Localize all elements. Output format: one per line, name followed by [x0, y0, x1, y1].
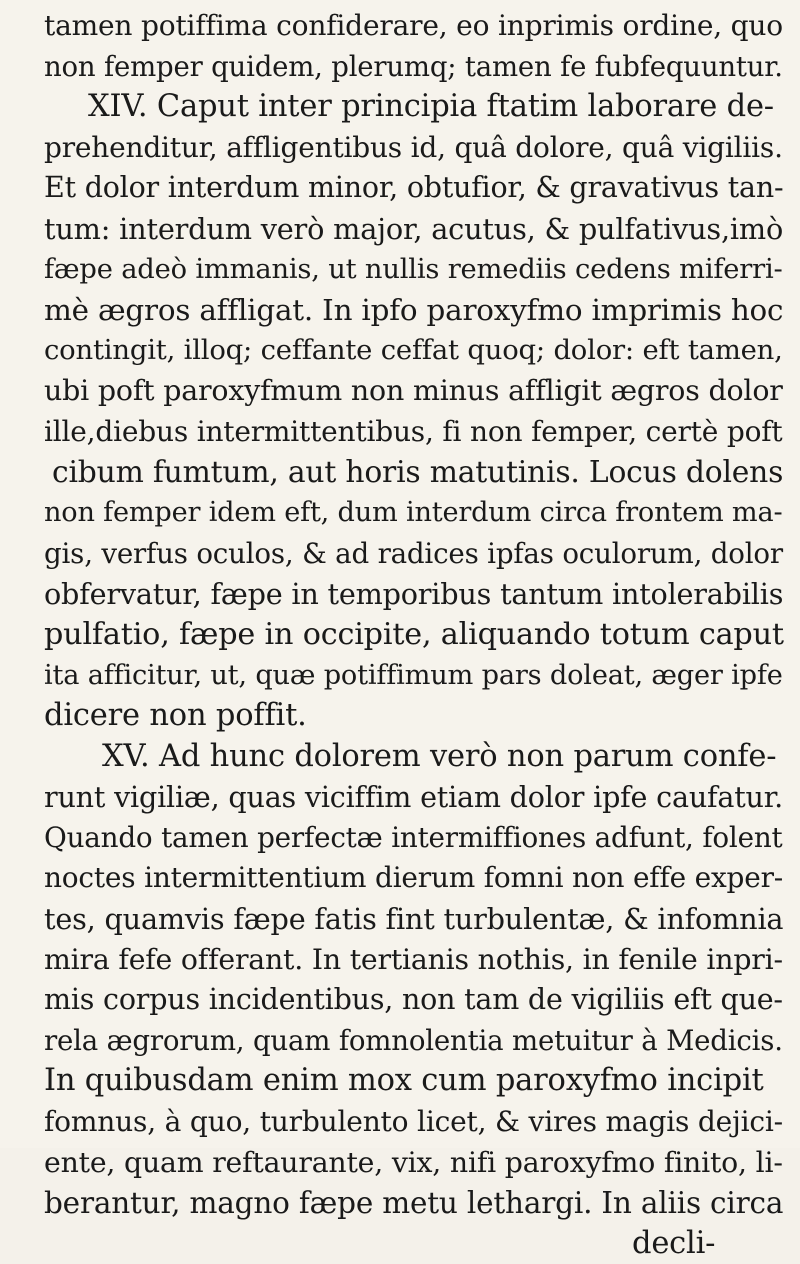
- text-line: dicere non poffit.: [44, 698, 307, 734]
- text-line: runt vigiliæ, quas viciffim etiam dolor ipfe caufatur.: [44, 780, 783, 815]
- text-line: Quando tamen perfectæ intermiffiones adfunt, folent: [44, 820, 783, 854]
- body-text: [44, 6, 784, 1264]
- text-line: noctes intermittentium dierum fomni non effe exper-: [44, 861, 783, 895]
- text-line: non femper quidem, plerumq; tamen fe fubfequuntur.: [44, 50, 783, 83]
- text-line: ubi poft paroxyfmum non minus affligit ægros dolor: [44, 374, 783, 408]
- text-line: ille,diebus intermittentibus, fi non femper, certè poft: [44, 414, 783, 448]
- text-line: pulfatio, fæpe in occipite, aliquando totum caput: [44, 616, 784, 652]
- text-line: mis corpus incidentibus, non tam de vigiliis eft que-: [44, 983, 783, 1017]
- text-line: Et dolor interdum minor, obtufior, & gravativus tan-: [44, 171, 784, 205]
- text-line: obfervatur, fæpe in temporibus tantum intolerabilis: [44, 577, 784, 612]
- text-line: mira fefe offerant. In tertianis nothis, in fenile inpri-: [44, 942, 783, 976]
- text-line: berantur, magno fæpe metu lethargi. In aliis circa: [44, 1186, 784, 1221]
- text-line: ita afficitur, ut, quæ potiffimum pars doleat, æger ipfe: [44, 659, 783, 691]
- catchword: decli-: [632, 1225, 716, 1261]
- text-line: contingit, illoq; ceffante ceffat quoq; dolor: eft tamen,: [44, 334, 783, 366]
- text-line: tes, quamvis fæpe fatis fint turbulentæ, & infomnia: [44, 902, 784, 937]
- text-line: fæpe adeò immanis, ut nullis remediis cedens miferri-: [44, 253, 783, 285]
- text-line: rela ægrorum, quam fomnolentia metuitur à Medicis.: [44, 1023, 783, 1057]
- text-line: fomnus, à quo, turbulento licet, & vires magis dejici-: [44, 1105, 783, 1139]
- text-line: tamen potiffima confiderare, eo inprimis ordine, quo: [44, 9, 783, 42]
- text-line: prehenditur, affligentibus id, quâ dolore, quâ vigiliis.: [44, 130, 783, 164]
- text-line: cibum fumtum, aut horis matutinis. Locus dolens: [52, 454, 784, 490]
- section-heading-line: XIV. Caput inter principia ftatim laborare de-: [88, 89, 774, 125]
- text-line: In quibusdam enim mox cum paroxyfmo incipit: [44, 1063, 764, 1099]
- text-line: gis, verfus oculos, & ad radices ipfas oculorum, dolor: [44, 536, 783, 570]
- text-line: mè ægros affligat. In ipfo paroxyfmo imprimis hoc: [44, 293, 784, 328]
- text-line: ente, quam reftaurante, vix, nifi paroxyfmo finito, li-: [44, 1145, 783, 1179]
- text-line: tum: interdum verò major, acutus, & pulfativus,imò: [44, 211, 784, 246]
- text-line: non femper idem eft, dum interdum circa frontem ma-: [44, 497, 783, 529]
- section-heading-line: XV. Ad hunc dolorem verò non parum confe-: [102, 738, 777, 774]
